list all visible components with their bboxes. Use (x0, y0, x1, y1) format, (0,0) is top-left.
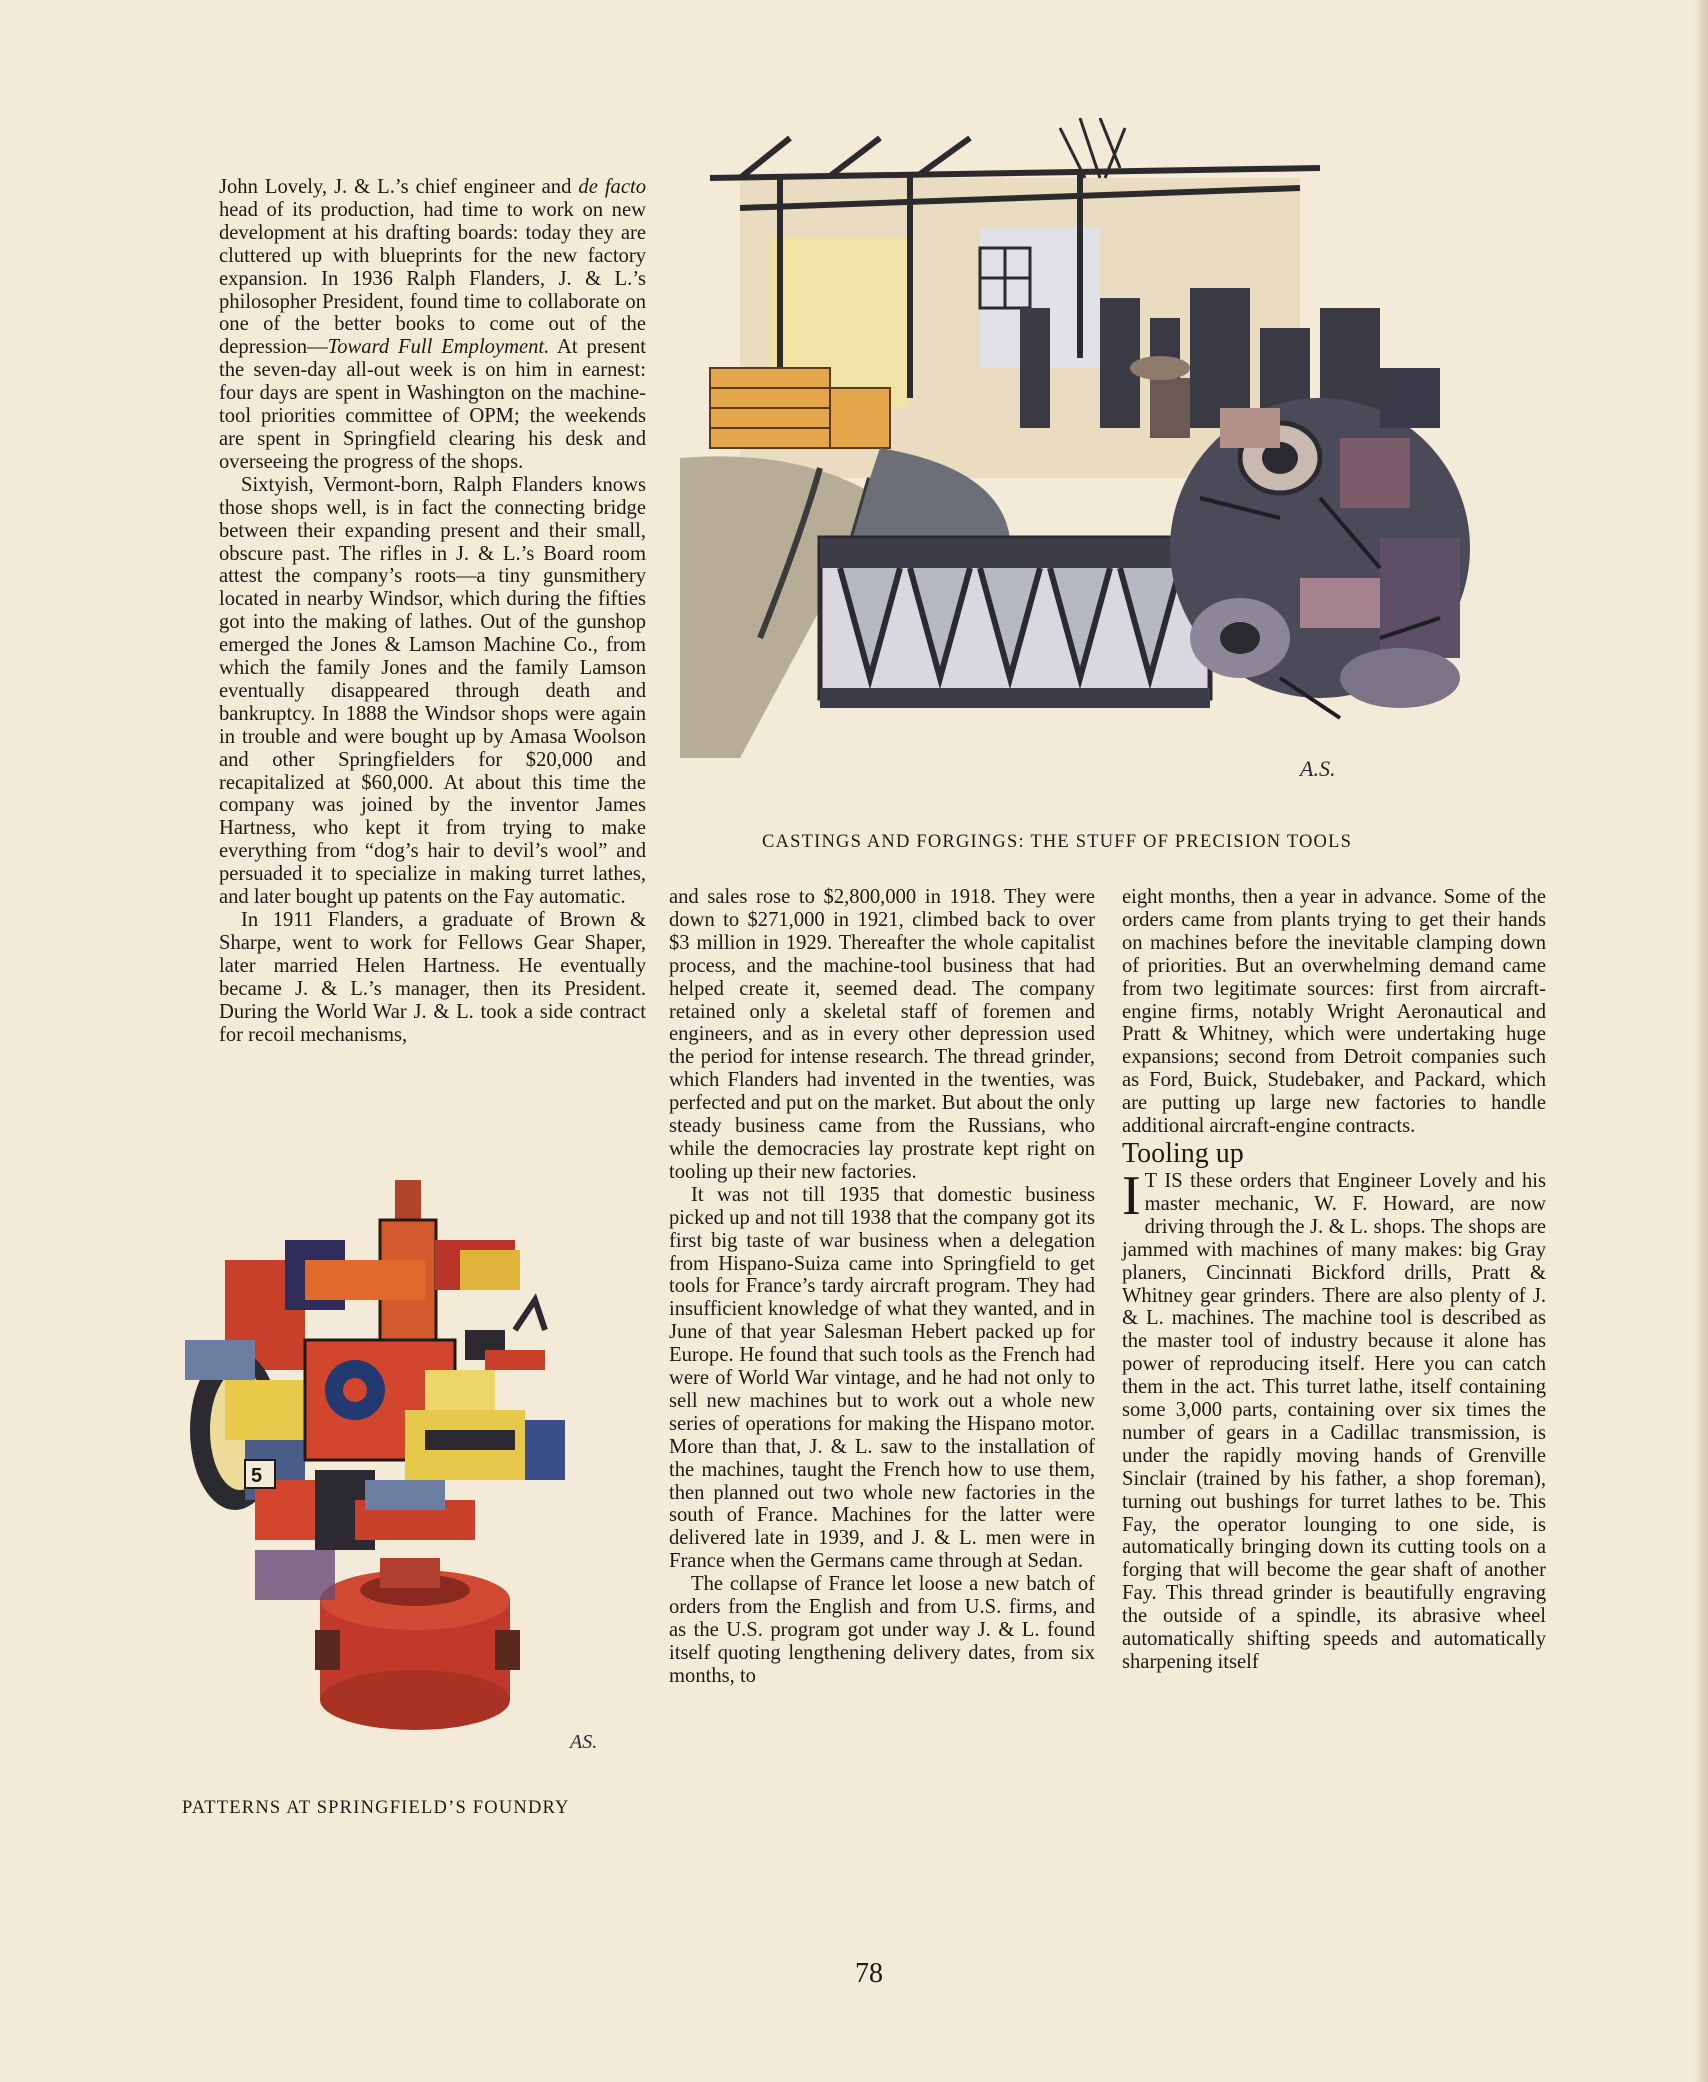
paragraph: It was not till 1935 that domestic business picked up and not till 1938 that the company got its first big taste of war business when a delegation from Hispano-Suiza came into Springfield to get tools for France’s tardy aircraft program. They had insufficient knowledge of what they wanted, and in June of that year Salesman Hebert packed up for Europe. He found that such tools as the French had were of World War vintage, and he had not only to sell new machines but to work out a whole new series of operations for making the Hispano motor. More than that, J. & L. saw to the installation of the machines, taught the French how to use them, then planned out two whole new factories in the south of France. Machines for the latter were delivered late in 1939, and J. & L. men were in France when the Germans came through at Sedan. (669, 1183, 1095, 1573)
paragraph: Sixtyish, Vermont-born, Ralph Flanders knows those shops well, is in fact the connecting bridge between their expanding present and their small, obscure past. The rifles in J. & L.’s Board room attest the company’s roots—a tiny gunsmithery located in nearby Windsor, which during the fifties got into the making of lathes. Out of the gunshop emerged the Jones & Lamson Machine Co., from which the family Jones and the family Lamson eventually disappeared through death and bankruptcy. In 1888 the Windsor shops were again in trouble and were bought up by Amasa Woolson and other Springfielders for $20,000 and recapitalized at $60,000. At about this time the company was joined by the inventor James Hartness, who kept it from trying to make everything from “dog’s hair to devil’s wool” and persuaded it to specialize in making turret lathes, and later bought up patents on the Fay automatic. (219, 473, 646, 909)
book-title: Toward Full Employment. (327, 336, 550, 359)
paragraph (1122, 1164, 1546, 1674)
castings-forgings-illustration (680, 118, 1480, 818)
section-subhead: Tooling up (1122, 1137, 1244, 1169)
bottom-illustration-signature: AS. (570, 1731, 598, 1753)
top-illustration-caption: CASTINGS AND FORGINGS: THE STUFF OF PRECISION TOOLS (762, 832, 1353, 852)
bottom-illustration-caption: PATTERNS AT SPRINGFIELD’S FOUNDRY (182, 1798, 570, 1818)
paragraph (219, 176, 646, 474)
paragraph: In 1911 Flanders, a graduate of Brown & Sharpe, went to work for Fellows Gear Shaper, later married Helen Hartness. He eventually became J. & L.’s manager, then its President. During the World War J. & L. took a side contract for recoil mechanisms, (219, 909, 646, 1046)
text-run: John Lovely, J. & L.’s chief engineer and (219, 176, 579, 198)
text-run: At present the seven-day all-out week is on him in earnest: four days are spent in Washington on the machine-tool priorities committee of OPM; the weekends are spent in Springfield clearing his desk and overseeing the progress of the shops. (219, 336, 646, 473)
foundry-patterns-illustration (185, 1180, 625, 1760)
paragraph: eight months, then a year in advance. Some of the orders came from plants trying to get their hands on machines before the inevitable clamping down of priorities. But an overwhelming demand came from two legitimate sources: first from aircraft-engine firms, notably Wright Aeronautical and Pratt & Whitney, which were undertaking huge expansions; second from Detroit companies such as Ford, Buick, Studebaker, and Packard, which are putting up large new factories to handle additional aircraft-engine contracts. (1122, 886, 1546, 1138)
article-column-right (1122, 886, 1546, 1674)
page-edge-shadow (1694, 0, 1708, 2082)
italic-text: de facto (578, 176, 646, 198)
text-run: head of its production, had time to work on new development at his drafting boards: today they are cluttered up with blueprints for the new factory expansion. In 1936 Ralph Flanders, J. & L.’s philosopher President, found time to collaborate on one of the better books to come out of the depression— (219, 198, 646, 359)
paragraph: and sales rose to $2,800,000 in 1918. They were down to $271,000 in 1921, climbed back to over $3 million in 1929. Thereafter the whole capitalist process, and the machine-tool business that had helped create it, seemed dead. The company retained only a skeletal staff of foremen and engineers, and as in every other depression used the period for intense research. The thread grinder, which Flanders had invented in the twenties, was perfected and put on the market. But about the only steady business came from the Russians, who while the democracies lay prostrate kept right on tooling up their new factories. (669, 886, 1095, 1183)
top-illustration-signature: A.S. (1300, 756, 1336, 781)
drop-cap: I (1122, 1164, 1141, 1227)
page-number: 78 (855, 1958, 883, 1989)
text-run: T IS these orders that Engineer Lovely and his master mechanic, W. F. Howard, are now driving through the J. & L. shops. The shops are jammed with machines of many makes: big Gray planers, Cincinnati Bickford drills, Pratt & Whitney gear grinders. There are also plenty of J. & L. machines. The machine tool is described as the master tool of industry because it alone has power of reproducing itself. Here you can catch them in the act. This turret lathe, itself containing some 3,000 parts, containing over six times the number of gears in a Cadillac transmission, is under the rapidly moving hands of Grenville Sinclair (trained by his father, a shop foreman), turning out bushings for turret lathes to be. This Fay, the operator lounging to one side, is automatically bringing down its cutting tools on a forging that will become the gear shaft of another Fay. This thread grinder is beautifully engraving the outside of a spindle, its abrasive wheel automatically shifting speeds and automatically sharpening itself (1122, 1169, 1546, 1673)
article-column-left (219, 176, 646, 1046)
paragraph: The collapse of France let loose a new batch of orders from the English and from U.S. firms, and as the U.S. program got under way J. & L. found itself quoting lengthening delivery dates, from six months, to (669, 1573, 1095, 1687)
svg-text:5: 5 (251, 1465, 263, 1487)
article-column-middle (669, 886, 1095, 1688)
